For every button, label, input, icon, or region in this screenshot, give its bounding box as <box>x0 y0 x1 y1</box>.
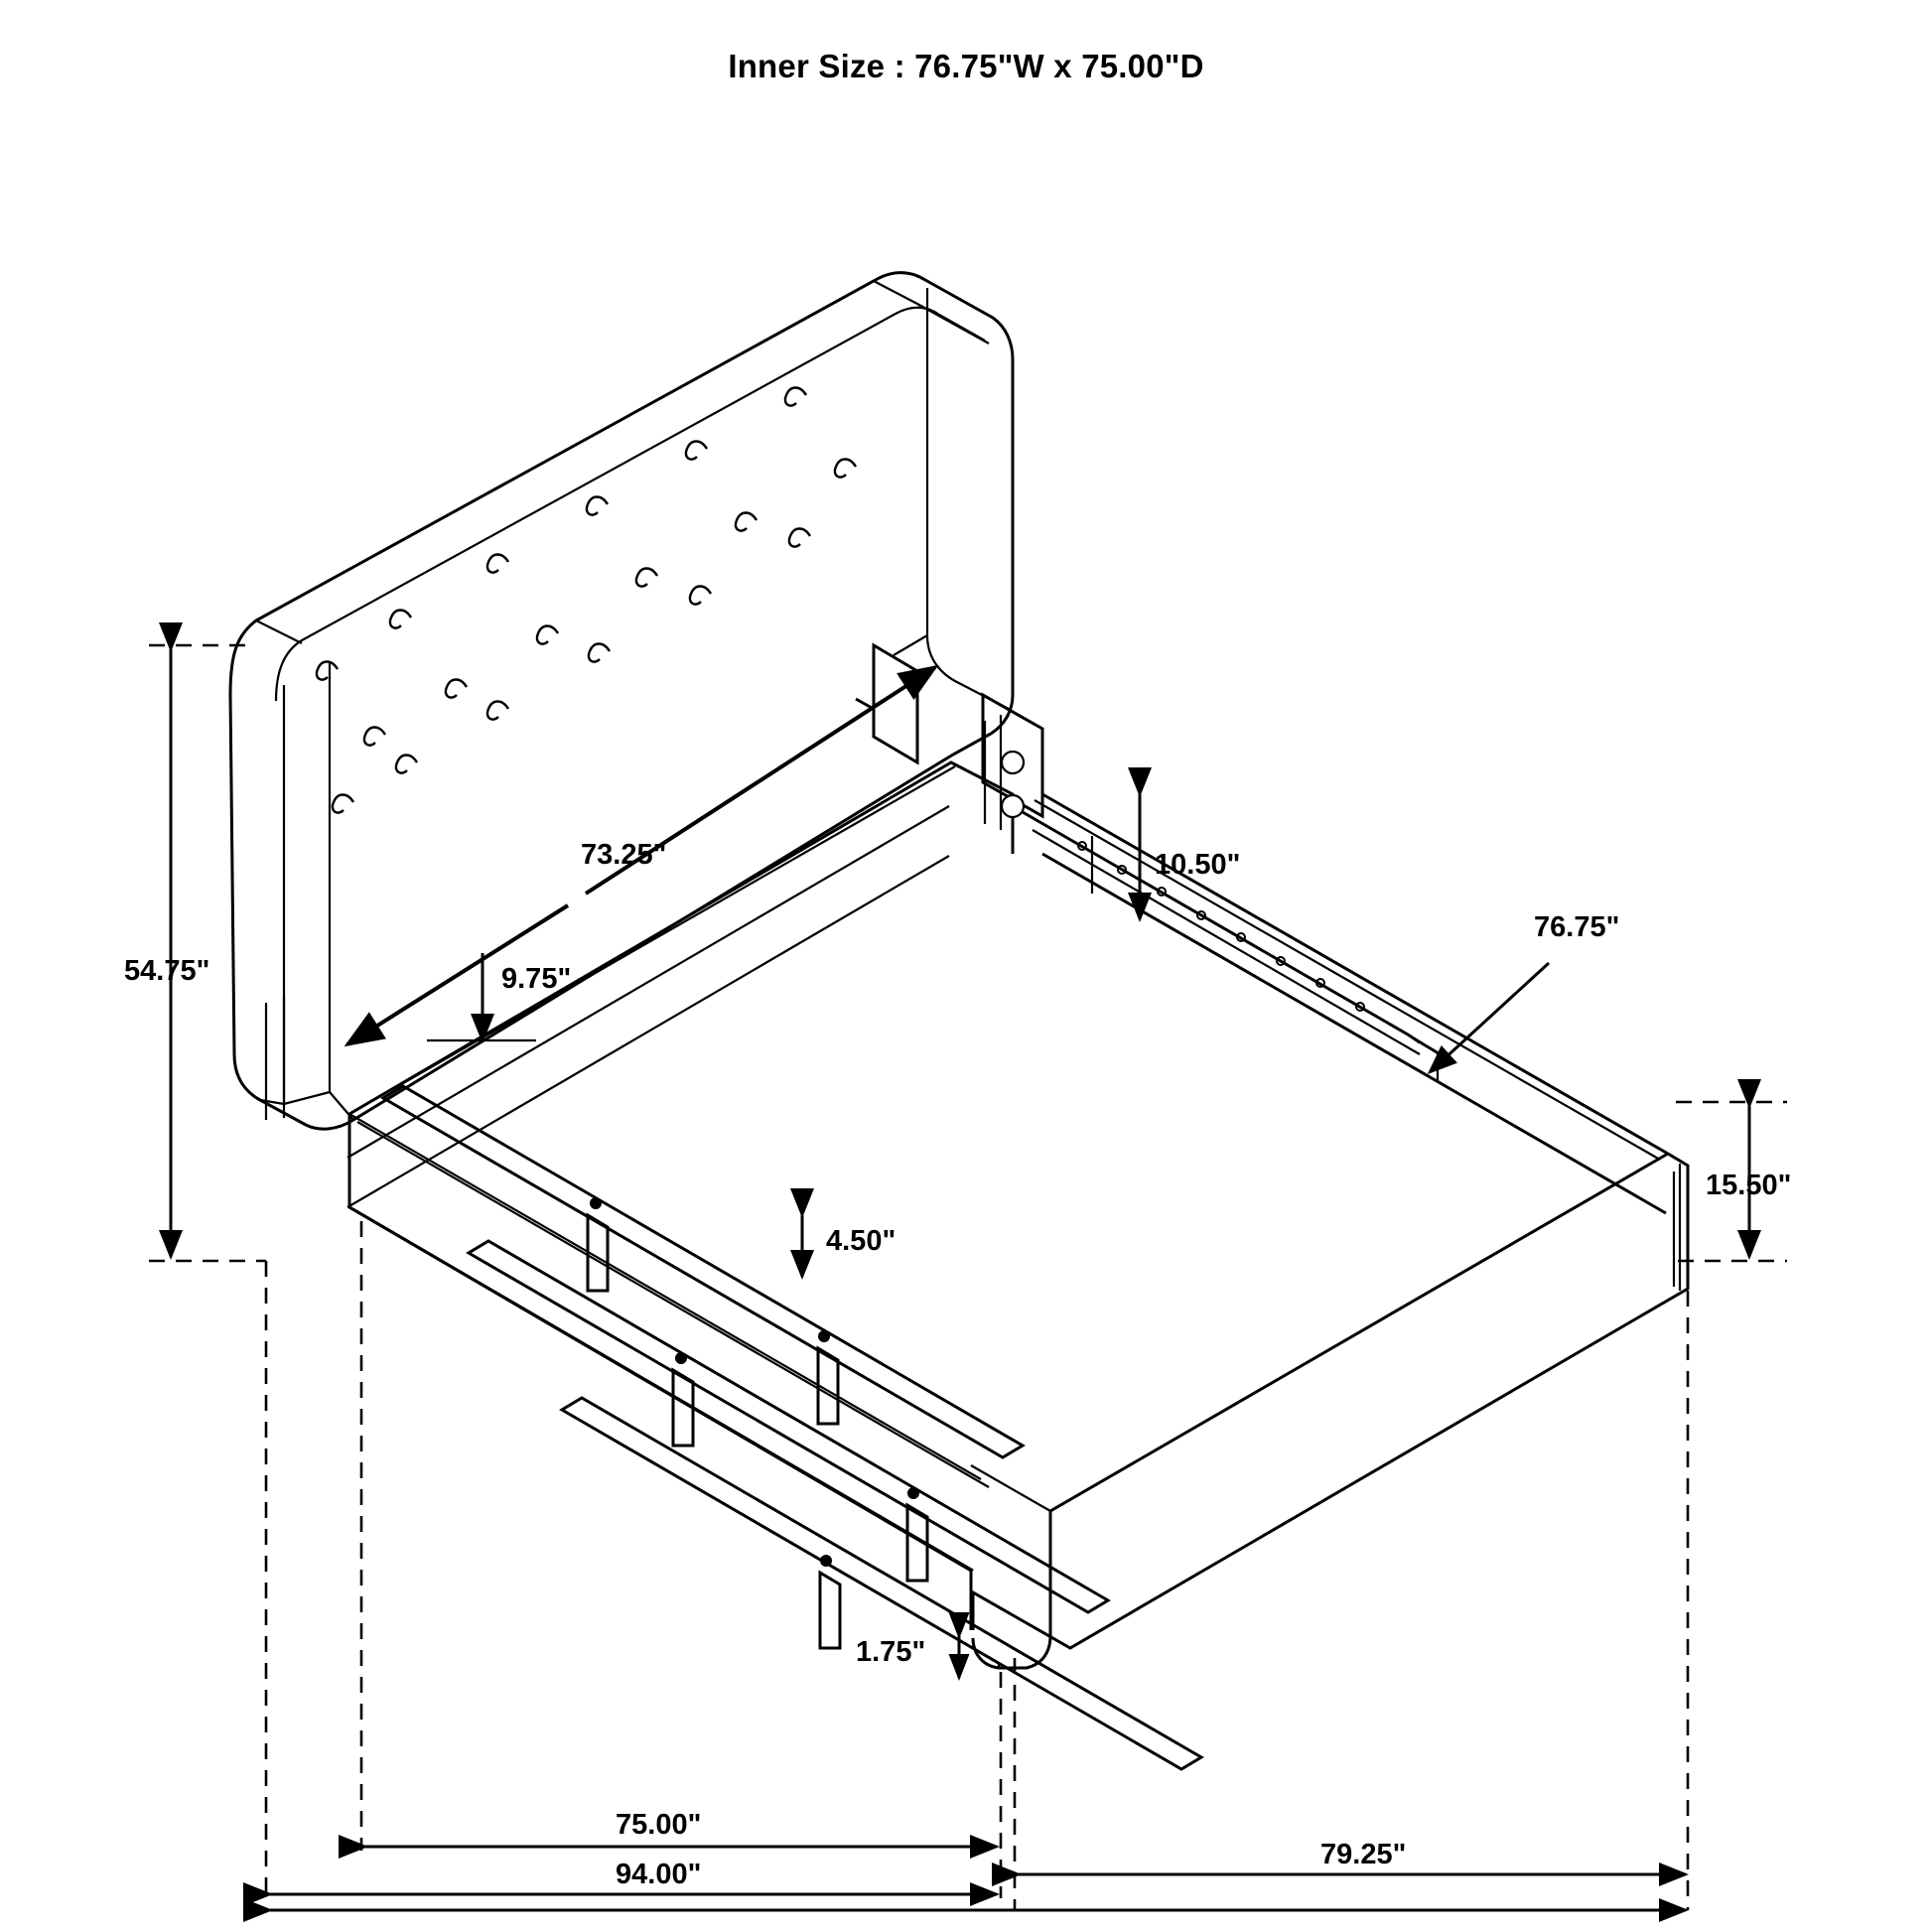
dimension-label-overall-length: 94.00" <box>616 1859 702 1890</box>
dimension-label-side-rail-length: 73.25" <box>581 839 667 871</box>
dimension-label-foot-clearance: 1.75" <box>856 1636 926 1668</box>
dimension-label-rail-to-deck: 10.50" <box>1155 849 1241 881</box>
diagram-title: Inner Size : 76.75"W x 75.00"D <box>728 48 1204 84</box>
headboard <box>230 273 1013 1130</box>
dimension-label-inner-width: 76.75" <box>1534 911 1620 943</box>
dimension-label-inner-length: 75.00" <box>616 1809 702 1841</box>
dimension-label-deck-height: 15.50" <box>1706 1170 1792 1201</box>
slat-holes-3 <box>821 1556 831 1566</box>
dimension-label-headboard-height: 54.75" <box>124 955 210 987</box>
dimension-label-slat-thickness: 4.50" <box>826 1225 897 1257</box>
dimension-label-overall-width: 79.25" <box>1320 1839 1407 1870</box>
dimension-label-slat-clearance: 9.75" <box>501 963 572 995</box>
